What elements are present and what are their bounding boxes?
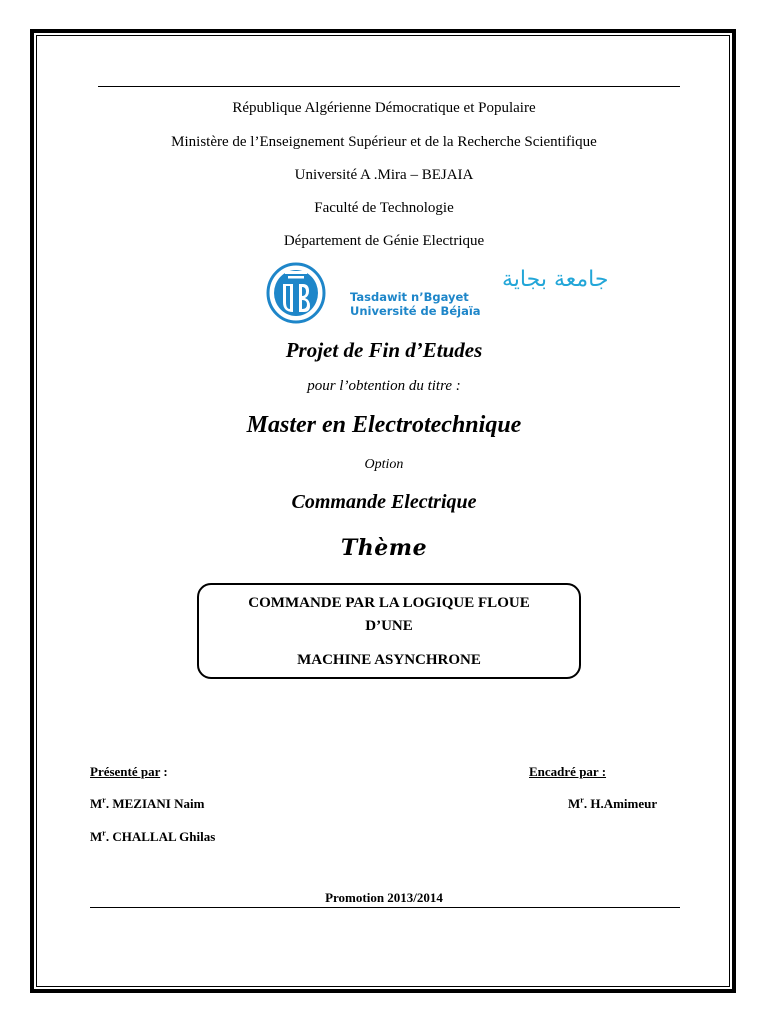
university-emblem-icon [268, 264, 324, 322]
logo-line-1: Tasdawit n’Bgayet [350, 290, 469, 304]
speciality-title: Commande Electrique [291, 491, 477, 513]
student-1-name: . MEZIANI Naim [105, 796, 205, 811]
bottom-rule [90, 907, 680, 908]
supervised-by-label: Encadré par : [529, 764, 607, 779]
project-subtitle: pour l’obtention du titre : [307, 378, 461, 394]
presented-by-colon: : [160, 764, 168, 779]
republic-line: République Algérienne Démocratique et Populaire [232, 100, 536, 116]
department-line: Département de Génie Electrique [283, 233, 485, 249]
logo-arabic-text: جامعة بجاية [502, 267, 609, 292]
theme-label: Thème [340, 535, 428, 561]
theme-line-2: D’UNE [365, 618, 413, 634]
university-logo [266, 262, 609, 324]
university-line: Université A .Mira – BEJAIA [294, 167, 474, 183]
presented-by-label: Présenté par [90, 764, 161, 779]
degree-title: Master en Electrotechnique [246, 412, 522, 438]
top-rule [98, 86, 680, 87]
option-label: Option [364, 457, 404, 472]
supervisor-name: . H.Amimeur [583, 796, 658, 811]
logo-line-2: Université de Béjaïa [350, 304, 481, 318]
theme-line-1: COMMANDE PAR LA LOGIQUE FLOUE [248, 595, 530, 611]
student-2 [90, 829, 215, 845]
theme-box [197, 583, 581, 679]
student-2-sup: r [102, 828, 106, 838]
project-title: Projet de Fin d’Etudes [285, 338, 483, 362]
theme-line-3: MACHINE ASYNCHRONE [297, 652, 481, 668]
faculty-line: Faculté de Technologie [314, 200, 454, 216]
student-1-sup: r [102, 795, 106, 805]
student-1-title: M [90, 796, 103, 811]
supervisor [568, 796, 657, 812]
student-2-name: . CHALLAL Ghilas [105, 829, 216, 844]
supervisor-title: M [568, 796, 581, 811]
promotion-line: Promotion 2013/2014 [325, 890, 443, 905]
presented-by-heading [90, 764, 168, 780]
supervisor-sup: r [580, 795, 584, 805]
ministry-line: Ministère de l’Enseignement Supérieur et de la Recherche Scientifique [171, 134, 597, 150]
student-1 [90, 796, 204, 812]
student-2-title: M [90, 829, 103, 844]
